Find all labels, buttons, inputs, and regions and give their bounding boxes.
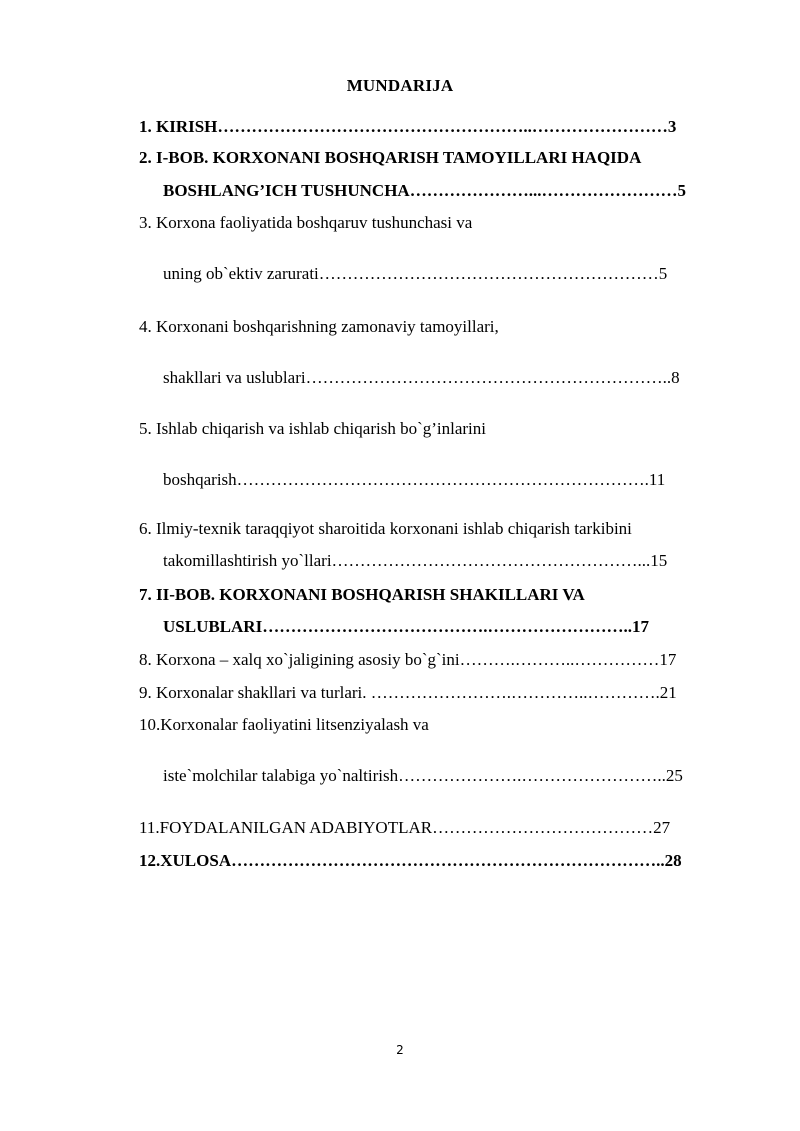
toc-entry-10-line-1: 10.Korxonalar faoliyatini litsenziyalash va — [139, 715, 429, 734]
toc-entry-10-line-2: iste`molchilar talabiga yo`naltirish………………….……………………..25 — [163, 766, 683, 785]
toc-entry-1: 1. KIRISH………………………………………………..……………………3 — [139, 117, 677, 136]
toc-entry-2-line-1: 2. I-BOB. KORXONANI BOSHQARISH TAMOYILLARI HAQIDA — [139, 148, 642, 167]
toc-entry-7-line-2: USLUBLARI………………………………….……………………..17 — [163, 617, 649, 636]
toc-entry-2-line-2: BOSHLANG’ICH TUSHUNCHA…………………...……………………5 — [163, 181, 686, 200]
toc-entry-6-line-1: 6. Ilmiy-texnik taraqqiyot sharoitida korxonani ishlab chiqarish tarkibini — [139, 519, 632, 538]
toc-entry-11: 11.FOYDALANILGAN ADABIYOTLAR…………………………………27 — [139, 818, 671, 837]
toc-entry-12: 12.XULOSA…………………………………………………………………..28 — [139, 851, 682, 870]
toc-entry-7-line-1: 7. II-BOB. KORXONANI BOSHQARISH SHAKILLARI VA — [139, 585, 585, 604]
toc-entry-3-line-2: uning ob`ektiv zarurati……………………………………………………5 — [163, 264, 668, 283]
toc-entry-5-line-1: 5. Ishlab chiqarish va ishlab chiqarish bo`g’inlarini — [139, 419, 486, 438]
toc-entry-5-line-2: boshqarish……………………………………………………………….11 — [163, 470, 666, 489]
toc-entry-4-line-1: 4. Korxonani boshqarishning zamonaviy tamoyillari, — [139, 317, 499, 336]
toc-entry-4-line-2: shakllari va uslublari………………………………………………………..8 — [163, 368, 680, 387]
toc-entry-9: 9. Korxonalar shakllari va turlari. …………………….…………..………….21 — [139, 683, 677, 702]
toc-entry-8: 8. Korxona – xalq xo`jaligining asosiy bo`g`ini……….………..……………17 — [139, 650, 677, 669]
page-title: MUNDARIJA — [346, 76, 454, 95]
toc-entry-6-line-2: takomillashtirish yo`llari………………………………………………...15 — [163, 551, 668, 570]
toc-entry-3-line-1: 3. Korxona faoliyatida boshqaruv tushunchasi va — [139, 213, 473, 232]
page-number: 2 — [396, 1043, 404, 1057]
